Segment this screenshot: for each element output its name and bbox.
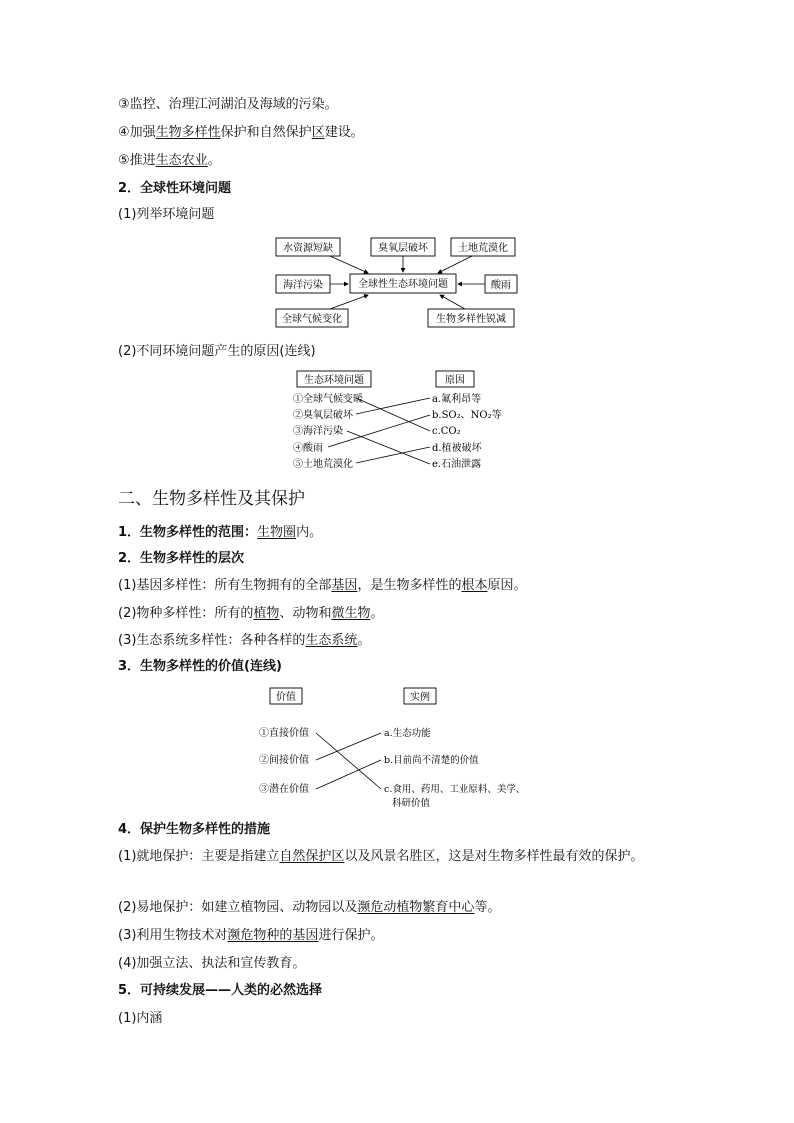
label-biodiv: 生物多样性锐减 bbox=[436, 314, 506, 325]
heading-values: 3．生物多样性的价值(连线) bbox=[118, 659, 282, 674]
subheading-causes: (2)不同环境问题产生的原因(连线) bbox=[118, 344, 316, 359]
value-potential: ③潜在价值 bbox=[259, 784, 309, 795]
problem-4: ④酸雨 bbox=[293, 443, 323, 454]
subheading-connotation: (1)内涵 bbox=[118, 1011, 163, 1026]
example-b: b.目前尚不清楚的价值 bbox=[384, 755, 479, 766]
value-direct: ①直接价值 bbox=[259, 728, 309, 739]
link-direct-c bbox=[316, 733, 381, 789]
causes-left-header: 生态环境问题 bbox=[304, 375, 364, 386]
label-water: 水资源短缺 bbox=[283, 243, 333, 254]
measure-in-situ: (1)就地保护：主要是指建立自然保护区以及风景名胜区，这是对生物多样性最有效的保护。 bbox=[118, 849, 644, 864]
section-title-biodiversity: 二、生物多样性及其保护 bbox=[118, 489, 305, 509]
level-genetic: (1)基因多样性：所有生物拥有的全部基因，是生物多样性的根本原因。 bbox=[118, 578, 527, 593]
problem-5: ⑤土地荒漠化 bbox=[293, 459, 353, 470]
label-ocean: 海洋污染 bbox=[283, 280, 323, 291]
label-ozone: 臭氧层破坏 bbox=[378, 243, 428, 254]
example-c: c.食用、药用、工业原料、美学、 bbox=[384, 784, 526, 795]
level-ecosystem: (3)生态系统多样性：各种各样的生态系统。 bbox=[118, 633, 371, 648]
causes-right-header: 原因 bbox=[445, 375, 465, 386]
problem-3: ③海洋污染 bbox=[293, 426, 343, 437]
value-left-header: 价值 bbox=[276, 692, 296, 703]
subheading-list-issues: (1)列举环境问题 bbox=[118, 207, 215, 222]
label-climate: 全球气候变化 bbox=[282, 314, 342, 325]
value-right-header: 实例 bbox=[410, 692, 430, 703]
example-a: a.生态功能 bbox=[384, 728, 431, 739]
heading-measures: 4．保护生物多样性的措施 bbox=[118, 822, 271, 837]
link-indirect-a bbox=[316, 733, 381, 760]
cause-c: c.CO₂ bbox=[432, 426, 461, 437]
heading-global-issues: 2．全球性环境问题 bbox=[118, 181, 232, 196]
example-c-cont: 科研价值 bbox=[392, 798, 431, 809]
cause-a: a.氟利昂等 bbox=[432, 394, 482, 405]
heading-levels: 2．生物多样性的层次 bbox=[118, 551, 245, 566]
cause-e: e.石油泄露 bbox=[432, 459, 482, 470]
measure-item-4: ④加强生物多样性保护和自然保护区建设。 bbox=[118, 125, 364, 140]
cause-b: b.SO₂、NO₂等 bbox=[432, 410, 502, 421]
problem-2: ②臭氧层破坏 bbox=[293, 410, 353, 421]
cause-d: d.植被破坏 bbox=[432, 443, 482, 454]
measure-item-3: ③监控、治理江河湖泊及海域的污染。 bbox=[118, 97, 338, 112]
measure-item-5: ⑤推进生态农业。 bbox=[118, 153, 221, 168]
problem-1: ①全球气候变暖 bbox=[293, 394, 363, 405]
measure-ex-situ: (2)易地保护：如建立植物园、动物园以及濒危动植物繁育中心等。 bbox=[118, 900, 501, 915]
measure-legislation: (4)加强立法、执法和宣传教育。 bbox=[118, 956, 306, 971]
center-label: 全球性生态环境问题 bbox=[358, 279, 448, 290]
level-species: (2)物种多样性：所有的植物、动物和微生物。 bbox=[118, 606, 384, 621]
label-desert: 土地荒漠化 bbox=[458, 243, 508, 254]
value-indirect: ②间接价值 bbox=[259, 755, 309, 766]
link-potential-b bbox=[316, 760, 381, 789]
label-acid: 酸雨 bbox=[491, 280, 511, 291]
heading-sustainable: 5．可持续发展——人类的必然选择 bbox=[118, 983, 323, 998]
measure-biotech: (3)利用生物技术对濒危物种的基因进行保护。 bbox=[118, 928, 384, 943]
biodiv-scope: 1．生物多样性的范围：生物圈内。 bbox=[118, 525, 323, 540]
